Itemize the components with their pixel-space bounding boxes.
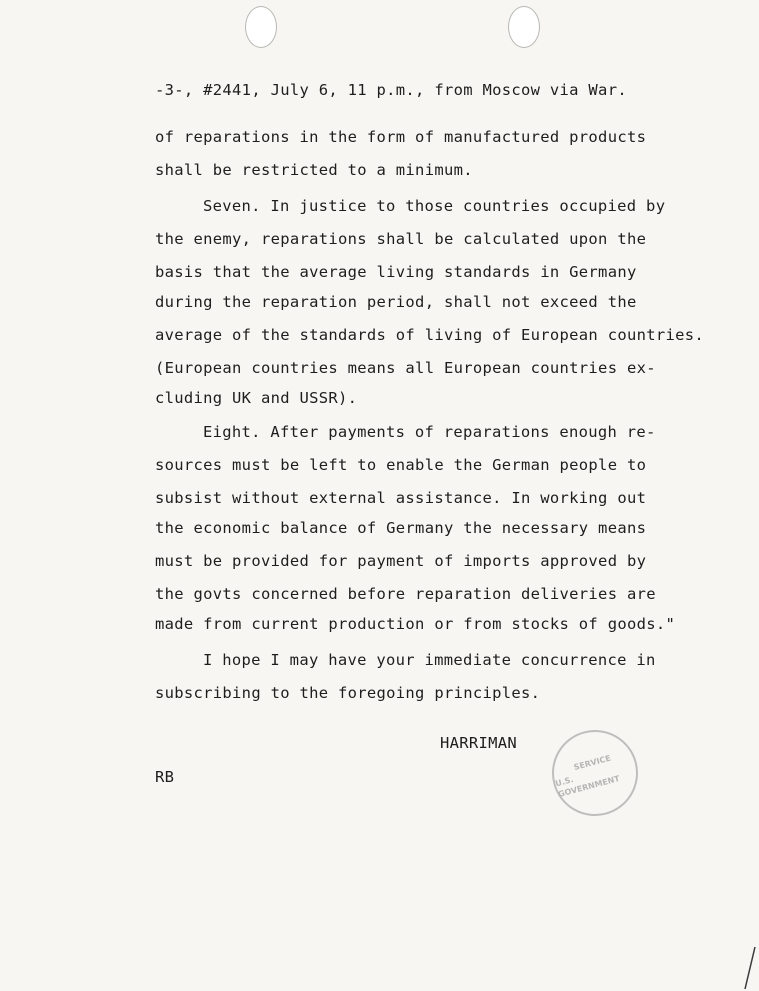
text-line: I hope I may have your immediate concurrence in [203, 651, 656, 669]
text-line: sources must be left to enable the German people to [155, 456, 647, 474]
text-line: the economic balance of Germany the necessary means [155, 519, 647, 537]
text-line: during the reparation period, shall not exceed the [155, 293, 637, 311]
text-line: the enemy, reparations shall be calculated upon the [155, 230, 647, 248]
text-line: made from current production or from stocks of goods." [155, 615, 676, 633]
government-stamp [542, 720, 647, 825]
text-line: shall be restricted to a minimum. [155, 161, 473, 179]
text-line: Eight. After payments of reparations enough re- [203, 423, 656, 441]
text-line: average of the standards of living of European countries. [155, 326, 705, 344]
stamp-line: U.S. GOVERNMENT [554, 773, 621, 799]
text-line: basis that the average living standards in Germany [155, 263, 637, 281]
text-line: Seven. In justice to those countries occupied by [203, 197, 666, 215]
page-edge-mark [740, 945, 758, 991]
text-line: subsist without external assistance. In working out [155, 489, 647, 507]
punch-hole-left [245, 6, 277, 48]
text-line: cluding UK and USSR). [155, 389, 358, 407]
text-line: (European countries means all European countries ex- [155, 359, 656, 377]
punch-hole-right [508, 6, 540, 48]
text-line: must be provided for payment of imports approved by [155, 552, 647, 570]
page-header: -3-, #2441, July 6, 11 p.m., from Moscow via War. [155, 81, 627, 99]
text-line: the govts concerned before reparation deliveries are [155, 585, 656, 603]
signature: HARRIMAN [440, 734, 518, 752]
text-line: of reparations in the form of manufactured products [155, 128, 647, 146]
stamp-line: SERVICE [572, 753, 612, 772]
text-line: subscribing to the foregoing principles. [155, 684, 541, 702]
initials: RB [155, 768, 175, 786]
